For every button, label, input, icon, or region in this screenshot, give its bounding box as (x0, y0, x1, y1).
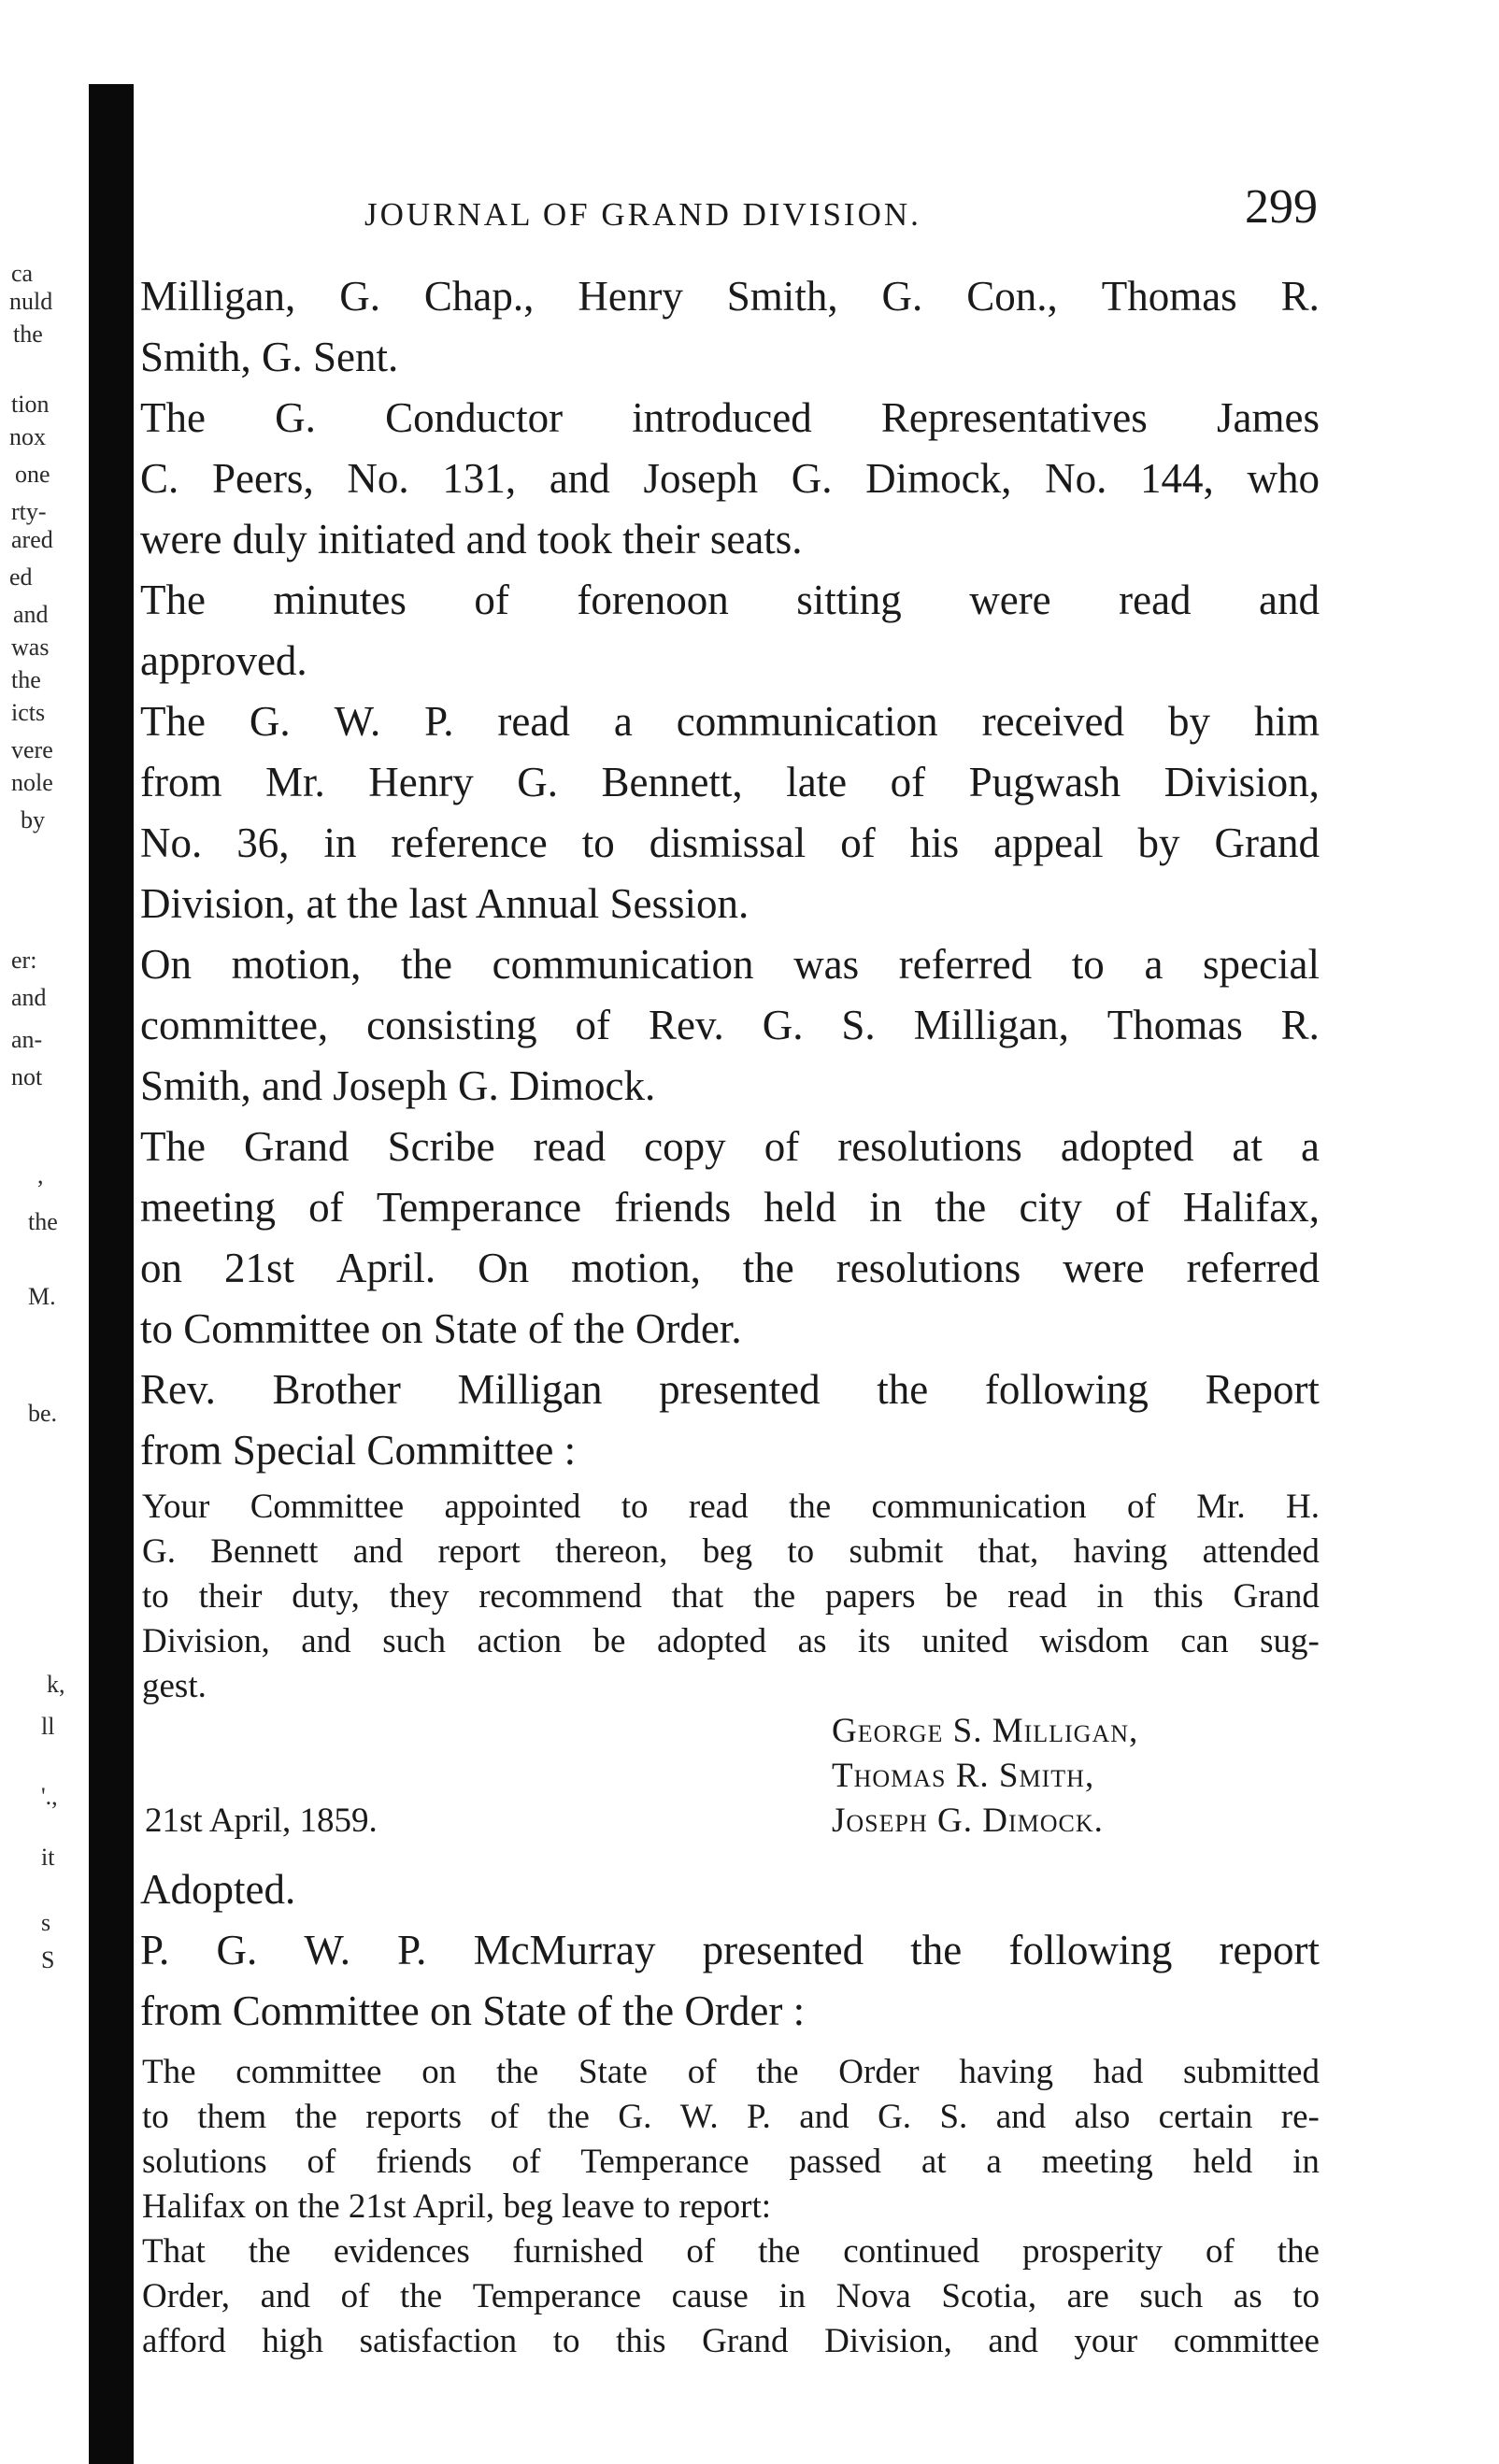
gutter-fragment: and (13, 601, 49, 628)
gutter-fragment: nox (9, 423, 46, 450)
gutter-fragment: rty- (11, 498, 47, 525)
gutter-fragment: the (13, 320, 43, 348)
report-line: Halifax on the 21st April, beg leave to report: (142, 2187, 772, 2226)
gutter-fragment: icts (11, 699, 46, 726)
body-line: C. Peers, No. 131, and Joseph G. Dimock, No. 144, who (140, 455, 1320, 502)
report-line: Division, and such action be adopted as its united wisdom can sug- (142, 1622, 1320, 1660)
body-line: from Mr. Henry G. Bennett, late of Pugwash Division, (140, 759, 1320, 805)
gutter-fragment: an- (11, 1026, 43, 1053)
body-line: Smith, and Joseph G. Dimock. (140, 1062, 656, 1109)
body-line: The minutes of forenoon sitting were read and (140, 577, 1320, 623)
body-line: Adopted. (140, 1866, 296, 1913)
report-line: afford high satisfaction to this Grand Division, and your committee (142, 2322, 1320, 2360)
report-line: to them the reports of the G. W. P. and G. S. and also certain re- (142, 2098, 1320, 2136)
gutter-fragment: M. (28, 1283, 56, 1310)
signature-line: Joseph G. Dimock. (832, 1802, 1104, 1840)
report-line: The committee on the State of the Order having had submitted (142, 2053, 1320, 2091)
report-line: solutions of friends of Temperance passed at a meeting held in (142, 2143, 1320, 2181)
gutter-fragment: nuld (9, 288, 53, 315)
gutter-fragment: was (11, 634, 50, 661)
report-date: 21st April, 1859. (145, 1802, 378, 1840)
binding-shadow (89, 84, 134, 2464)
report-line: Your Committee appointed to read the communication of Mr. H. (142, 1488, 1320, 1526)
body-line: Smith, G. Sent. (140, 334, 399, 380)
body-line: on 21st April. On motion, the resolutions were referred (140, 1245, 1320, 1291)
body-line: from Committee on State of the Order : (140, 1987, 806, 2034)
gutter-fragment: ll (41, 1713, 55, 1740)
body-line: committee, consisting of Rev. G. S. Milligan, Thomas R. (140, 1002, 1320, 1048)
gutter-fragment: er: (11, 947, 37, 974)
gutter-fragment: nole (11, 769, 53, 796)
gutter-fragment: it (41, 1844, 55, 1871)
gutter-fragment: the (28, 1208, 58, 1235)
body-line: Rev. Brother Milligan presented the following Report (140, 1366, 1320, 1413)
body-line: The G. Conductor introduced Representatives James (140, 394, 1320, 441)
report-line: That the evidences furnished of the continued prosperity of the (142, 2232, 1320, 2271)
gutter-fragment: be. (28, 1400, 58, 1427)
gutter-fragment: vere (11, 736, 53, 763)
body-line: from Special Committee : (140, 1427, 577, 1474)
gutter-fragment: not (11, 1063, 43, 1090)
body-line: The Grand Scribe read copy of resolutions adopted at a (140, 1123, 1320, 1170)
report-line: to their duty, they recommend that the papers be read in this Grand (142, 1577, 1320, 1616)
gutter-fragment: ared (11, 526, 53, 553)
body-line: Division, at the last Annual Session. (140, 880, 750, 927)
gutter-fragment: '., (41, 1783, 58, 1810)
body-line: No. 36, in reference to dismissal of his appeal by Grand (140, 819, 1320, 866)
signature-line: Thomas R. Smith, (832, 1757, 1095, 1795)
report-line: Order, and of the Temperance cause in Nova Scotia, are such as to (142, 2277, 1320, 2315)
body-line: On motion, the communication was referred to a special (140, 941, 1320, 988)
gutter-fragment: the (11, 666, 41, 693)
body-line: meeting of Temperance friends held in the city of Halifax, (140, 1184, 1320, 1231)
gutter-fragment: k, (47, 1671, 65, 1698)
gutter-fragment: one (15, 461, 50, 488)
report-line: G. Bennett and report thereon, beg to submit that, having attended (142, 1532, 1320, 1571)
gutter-fragment: S (41, 1946, 55, 1973)
signature-line: George S. Milligan, (832, 1712, 1139, 1750)
page-number: 299 (1245, 180, 1318, 234)
gutter-fragment: s (41, 1909, 51, 1936)
body-line: to Committee on State of the Order. (140, 1305, 742, 1352)
page-header (355, 180, 1318, 243)
body-line: P. G. W. P. McMurray presented the following report (140, 1927, 1320, 1973)
gutter-fragment: tion (11, 391, 50, 418)
body-line: were duly initiated and took their seats. (140, 516, 803, 563)
gutter-fragment: and (11, 984, 47, 1011)
body-line: Milligan, G. Chap., Henry Smith, G. Con., Thomas R. (140, 273, 1320, 320)
body-line: The G. W. P. read a communication received by him (140, 698, 1320, 745)
gutter-fragment: ca (11, 260, 34, 287)
running-head: JOURNAL OF GRAND DIVISION. (364, 196, 921, 233)
gutter-fragment: ed (9, 563, 33, 591)
body-line: approved. (140, 637, 307, 684)
gutter-fragment: , (37, 1161, 44, 1189)
gutter-fragment: by (21, 806, 45, 833)
report-line: gest. (142, 1667, 207, 1705)
